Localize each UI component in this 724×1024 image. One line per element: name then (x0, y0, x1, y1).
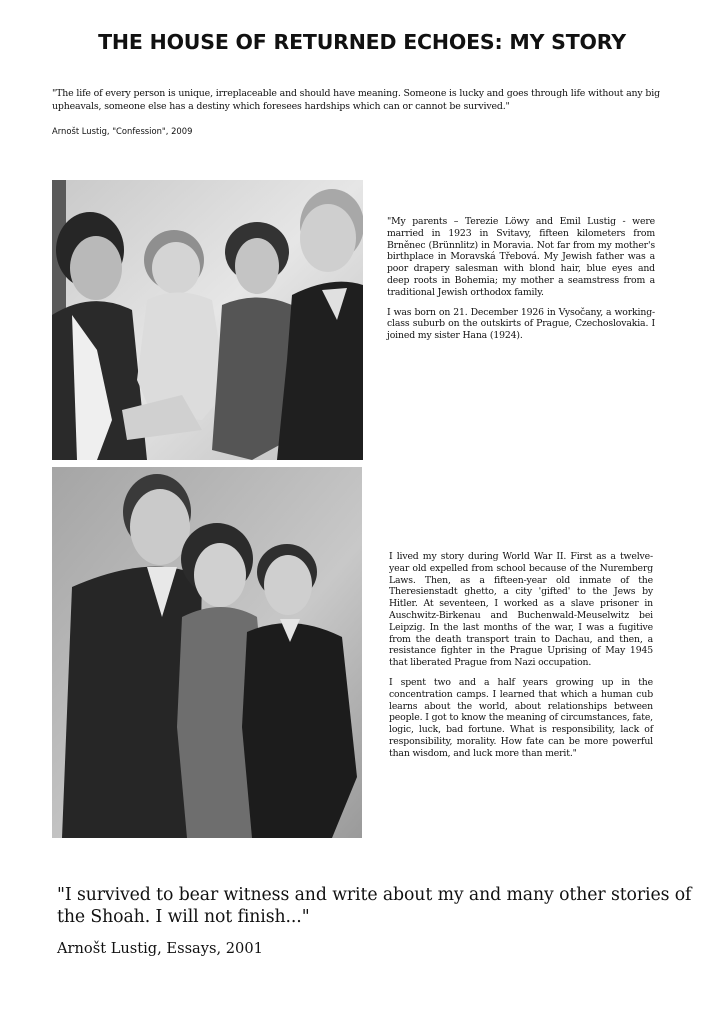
intro-quote: "The life of every person is unique, irreplaceable and should have meaning. Someone is lucky and goes through life without any big upheavals, someone else has a destiny which foresees hardships which can or cannot be survived." (52, 88, 660, 112)
intro-attribution: Arnošt Lustig, "Confession", 2009 (52, 126, 193, 136)
paragraph: I lived my story during World War II. First as a twelve-year old expelled from school because of the Nuremberg Laws. Then, as a fifteen-year old inmate of the Theresienstadt ghetto, a city 'gifted' to the Jews by Hitler. At seventeen, I worked as a slave prisoner in Auschwitz-Birkenau and Buchenwald-Meuselwitz bei Leipzig. In the last months of the war, I was a fugitive from the death transport train to Dachau, and then, a resistance fighter in the Prague Uprising of May 1945 that liberated Prague from Nazi occupation. (389, 551, 653, 669)
closing-attribution: Arnošt Lustig, Essays, 2001 (57, 940, 263, 957)
family-photo (52, 180, 363, 460)
family-background-text (387, 216, 655, 350)
father-children-photo (52, 467, 362, 838)
closing-quote: "I survived to bear witness and write about my and many other stories of the Shoah. I will not finish..." (57, 885, 692, 927)
page-title: THE HOUSE OF RETURNED ECHOES: MY STORY (98, 30, 626, 54)
paragraph: "My parents – Terezie Löwy and Emil Lustig - were married in 1923 in Svitavy, fifteen kilometers from Brněnec (Brünnlitz) in Moravia. Not far from my mother's birthplace in Moravská Třebová. My Jewish father was a poor drapery salesman with blond hair, blue eyes and deep roots in Bohemia; my mother a seamstress from a traditional Jewish orthodox family. (387, 216, 655, 298)
paragraph: I was born on 21. December 1926 in Vysočany, a working-class suburb on the outskirts of Prague, Czechoslovakia. I joined my sister Hana (1924). (387, 306, 655, 342)
paragraph: I spent two and a half years growing up in the concentration camps. I learned that which a human cub learns about the world, about relationships between people. I got to know the meaning of circumstances, fate, logic, luck, bad fortune. What is responsibility, lack of responsibility, morality. How fate can be more powerful than wisdom, and luck more than merit." (389, 676, 653, 759)
war-story-text (389, 551, 653, 768)
